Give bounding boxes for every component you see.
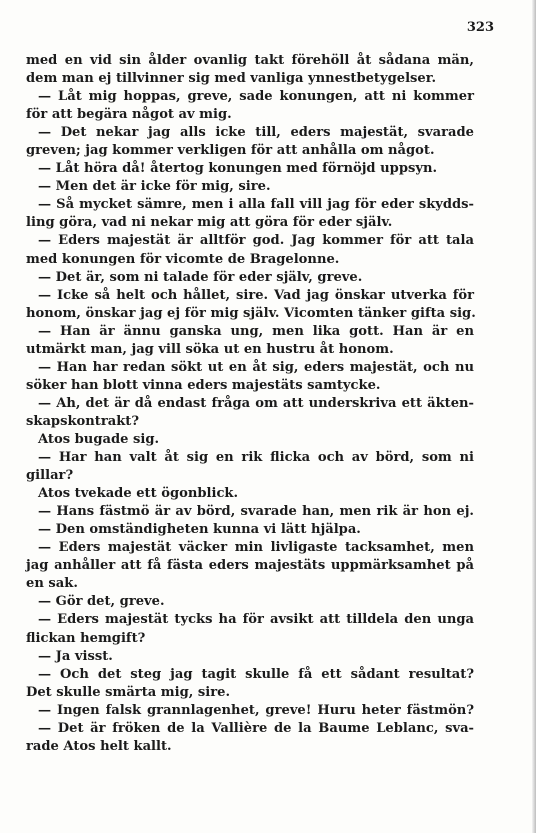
text-line: gillar? <box>26 468 74 484</box>
text-line: skapskontrakt? <box>26 413 140 429</box>
text-line: — Eders majestät är alltför god. Jag kommer för att tala <box>38 233 474 249</box>
text-line: — Eders majestät tycks ha för avsikt att tilldela den unga <box>38 612 474 628</box>
page-number: 323 <box>466 20 494 35</box>
text-line: — Hans fästmö är av börd, svarade han, men rik är hon ej. <box>38 504 474 520</box>
text-line: — Har han valt åt sig en rik flicka och av börd, som ni <box>38 450 474 466</box>
text-line: — Eders majestät väcker min livligaste tacksamhet, men <box>38 540 474 556</box>
text-line: rade Atos helt kallt. <box>26 738 172 754</box>
text-line: — Ingen falsk grannlagenhet, greve! Huru heter fästmön? <box>38 702 474 718</box>
text-line: — Han är ännu ganska ung, men lika gott. Han är en <box>38 323 474 339</box>
text-line: — Gör det, greve. <box>38 594 165 610</box>
text-line: — Låt höra då! återtog konungen med förnöjd uppsyn. <box>38 161 438 177</box>
text-line: söker han blott vinna eders majestäts samtycke. <box>26 377 381 393</box>
text-line: — Det är, som ni talade för eder själv, greve. <box>38 269 363 285</box>
text-line: Det skulle smärta mig, sire. <box>26 684 231 700</box>
text-line: Atos bugade sig. <box>38 431 160 447</box>
text-line: med en vid sin ålder ovanlig takt förehöll åt sådana män, <box>26 53 474 68</box>
text-line: med konungen för vicomte de Bragelonne. <box>26 251 340 267</box>
text-line: — Det är fröken de la Vallière de la Baume Leblanc, sva- <box>38 720 474 736</box>
text-line: — Och det steg jag tagit skulle få ett sådant resultat? <box>38 666 474 682</box>
text-line: utmärkt man, jag vill söka ut en hustru åt honom. <box>26 341 394 357</box>
text-line: flickan hemgift? <box>26 630 146 646</box>
text-line: greven; jag kommer verkligen för att anhålla om något. <box>26 143 435 159</box>
text-line: — Han har redan sökt ut en åt sig, eders majestät, och nu <box>38 359 474 375</box>
page-edge <box>532 0 536 833</box>
text-line: — Så mycket sämre, men i alla fall vill jag för eder skydds- <box>38 197 474 213</box>
text-line: — Ja visst. <box>38 648 113 664</box>
body-text <box>26 52 474 756</box>
text-line: — Men det är icke för mig, sire. <box>38 179 271 195</box>
text-line: för att begära något av mig. <box>26 107 232 123</box>
text-line: Atos tvekade ett ögonblick. <box>38 486 239 502</box>
text-line: en sak. <box>26 576 78 592</box>
text-line: — Den omständigheten kunna vi lätt hjälpa. <box>38 522 361 538</box>
text-line: dem man ej tillvinner sig med vanliga ynnestbetygelser. <box>26 71 436 87</box>
text-line: — Ah, det är då endast fråga om att underskriva ett äkten- <box>38 395 474 411</box>
text-line: — Icke så helt och hållet, sire. Vad jag önskar utverka för <box>38 287 474 303</box>
text-line: ling göra, vad ni nekar mig att göra för eder själv. <box>26 215 393 231</box>
text-line: — Låt mig hoppas, greve, sade konungen, att ni kommer <box>38 89 474 105</box>
text-line: — Det nekar jag alls icke till, eders majestät, svarade <box>38 125 474 141</box>
text-line: jag anhåller att få fästa eders majestäts uppmärksamhet på <box>26 558 474 574</box>
text-line: honom, önskar jag ej för mig själv. Vicomten tänker gifta sig. <box>26 305 476 321</box>
